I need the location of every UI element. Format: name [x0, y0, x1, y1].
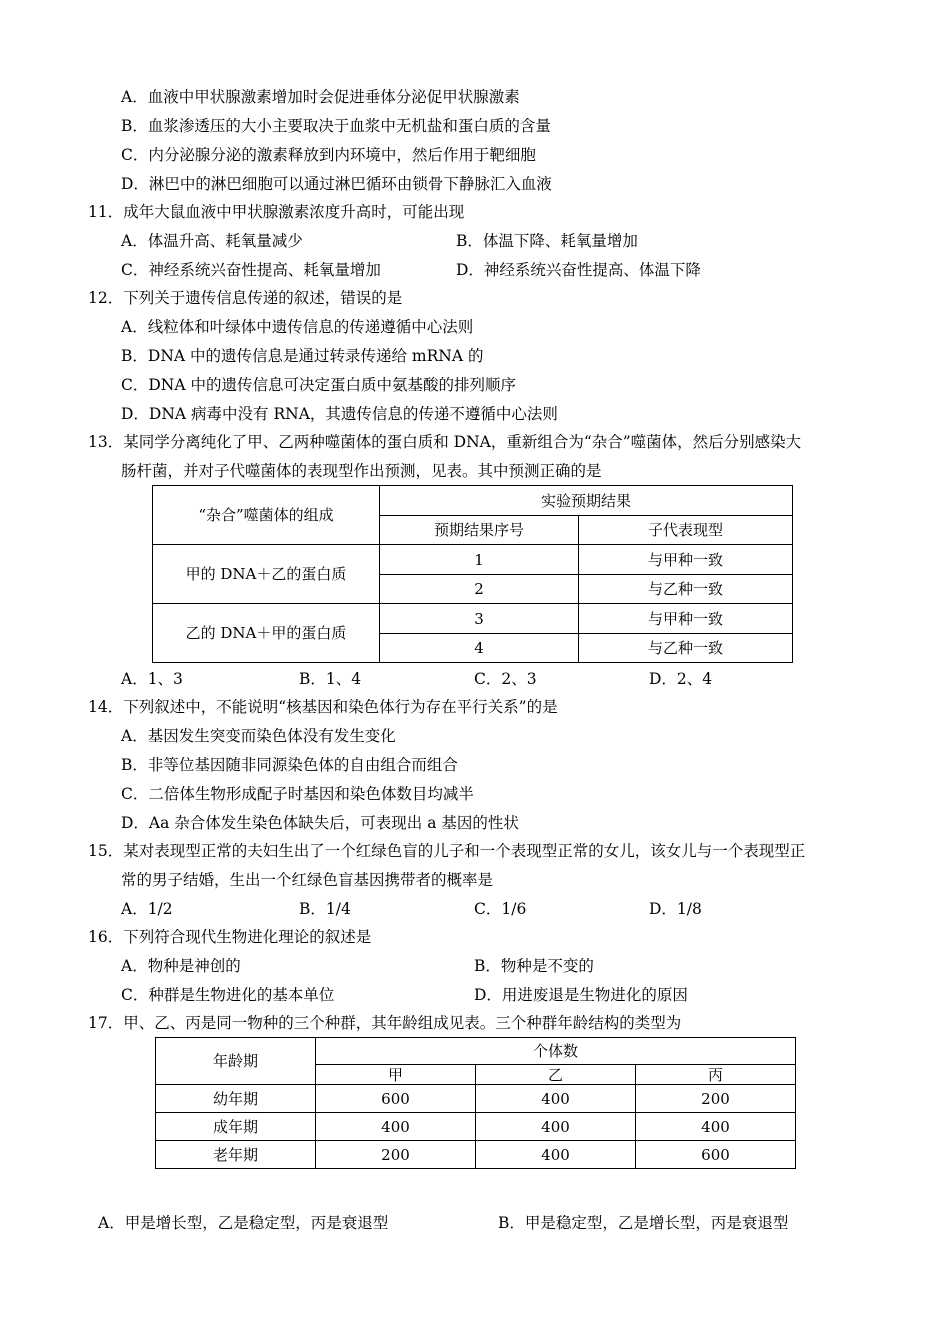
q13-seq-cell: 4: [380, 634, 579, 663]
q17-header-age: 年龄期: [156, 1038, 316, 1085]
q13-table: [152, 485, 793, 663]
q10-option-a: A．血液中甲状腺激素增加时会促进垂体分泌促甲状腺激素: [121, 88, 520, 106]
q13-pheno-cell: 与甲种一致: [579, 545, 793, 575]
q13-group2: 乙的 DNA＋甲的蛋白质: [153, 604, 380, 663]
q15-option-c: C．1/6: [474, 900, 527, 918]
q13-option-c: C．2、3: [474, 670, 537, 688]
q17-stem: 17．甲、乙、丙是同一物种的三个种群，其年龄组成见表。三个种群年龄结构的类型为: [88, 1014, 682, 1032]
q13-seq-cell: 1: [380, 545, 579, 575]
q15-option-a: A．1/2: [121, 900, 173, 918]
table-row: [156, 1141, 796, 1169]
q11-option-c: C．神经系统兴奋性提高、耗氧量增加: [121, 261, 381, 279]
q17-cell: 400: [636, 1113, 796, 1141]
q14-option-c: C．二倍体生物形成配子时基因和染色体数目均减半: [121, 785, 474, 803]
q17-row-label: 幼年期: [156, 1085, 316, 1113]
q13-pheno-cell: 与乙种一致: [579, 575, 793, 604]
q13-pheno-cell: 与甲种一致: [579, 604, 793, 634]
q12-option-b: B．DNA 中的遗传信息是通过转录传递给 mRNA 的: [121, 347, 484, 365]
q13-pheno-cell: 与乙种一致: [579, 634, 793, 663]
q14-stem: 14．下列叙述中，不能说明“核基因和染色体行为存在平行关系”的是: [88, 698, 558, 716]
q17-row-label: 老年期: [156, 1141, 316, 1169]
q17-cell: 600: [636, 1141, 796, 1169]
q16-option-c: C．种群是生物进化的基本单位: [121, 986, 335, 1004]
q17-header-count: 个体数: [316, 1038, 796, 1065]
q13-option-d: D．2、4: [649, 670, 713, 688]
q13-option-a: A．1、3: [121, 670, 183, 688]
q11-stem: 11．成年大鼠血液中甲状腺激素浓度升高时，可能出现: [88, 203, 465, 221]
q14-option-d: D．Aa 杂合体发生染色体缺失后，可表现出 a 基因的性状: [121, 814, 519, 832]
q13-header-pheno: 子代表现型: [579, 516, 793, 545]
q17-option-a: A．甲是增长型，乙是稳定型，丙是衰退型: [98, 1214, 389, 1232]
q17-cell: 400: [476, 1113, 636, 1141]
q13-header-results: 实验预期结果: [380, 486, 793, 516]
q13-stem-line2: 肠杆菌，并对子代噬菌体的表现型作出预测，见表。其中预测正确的是: [121, 462, 602, 480]
q12-option-c: C．DNA 中的遗传信息可决定蛋白质中氨基酸的排列顺序: [121, 376, 516, 394]
q17-cell: 400: [316, 1113, 476, 1141]
q15-stem-line1: 15．某对表现型正常的夫妇生出了一个红绿色盲的儿子和一个表现型正常的女儿，该女儿与一个表现型正: [88, 842, 806, 860]
q13-header-seq: 预期结果序号: [380, 516, 579, 545]
q17-cell: 400: [476, 1085, 636, 1113]
q12-option-d: D．DNA 病毒中没有 RNA，其遗传信息的传递不遵循中心法则: [121, 405, 558, 423]
table-row: [153, 545, 793, 575]
q10-option-b: B．血浆渗透压的大小主要取决于血浆中无机盐和蛋白质的含量: [121, 117, 551, 135]
q14-option-b: B．非等位基因随非同源染色体的自由组合而组合: [121, 756, 458, 774]
q16-option-b: B．物种是不变的: [474, 957, 594, 975]
q16-option-d: D．用进废退是生物进化的原因: [474, 986, 688, 1004]
q17-cell: 600: [316, 1085, 476, 1113]
q13-stem-line1: 13．某同学分离纯化了甲、乙两种噬菌体的蛋白质和 DNA，重新组合为“杂合”噬菌体，然后分别感染大: [88, 433, 802, 451]
q12-option-a: A．线粒体和叶绿体中遗传信息的传递遵循中心法则: [121, 318, 474, 336]
q17-table: [155, 1037, 796, 1169]
q17-cell: 200: [636, 1085, 796, 1113]
q17-option-b: B．甲是稳定型，乙是增长型，丙是衰退型: [498, 1214, 789, 1232]
table-row: [156, 1085, 796, 1113]
table-row: [156, 1113, 796, 1141]
q13-seq-cell: 3: [380, 604, 579, 634]
table-row: [153, 604, 793, 634]
q12-stem: 12．下列关于遗传信息传递的叙述，错误的是: [88, 289, 403, 307]
q13-header-composition: “杂合”噬菌体的组成: [153, 486, 380, 545]
q17-col-jia: 甲: [316, 1065, 476, 1085]
q11-option-d: D．神经系统兴奋性提高、体温下降: [456, 261, 701, 279]
q13-seq-cell: 2: [380, 575, 579, 604]
q11-option-a: A．体温升高、耗氧量减少: [121, 232, 303, 250]
q17-cell: 400: [476, 1141, 636, 1169]
q14-option-a: A．基因发生突变而染色体没有发生变化: [121, 727, 396, 745]
q15-option-d: D．1/8: [649, 900, 702, 918]
q17-col-yi: 乙: [476, 1065, 636, 1085]
q10-option-c: C．内分泌腺分泌的激素释放到内环境中，然后作用于靶细胞: [121, 146, 536, 164]
q15-option-b: B．1/4: [299, 900, 351, 918]
q16-stem: 16．下列符合现代生物进化理论的叙述是: [88, 928, 372, 946]
q17-cell: 200: [316, 1141, 476, 1169]
q16-option-a: A．物种是神创的: [121, 957, 241, 975]
q10-option-d: D．淋巴中的淋巴细胞可以通过淋巴循环由锁骨下静脉汇入血液: [121, 175, 552, 193]
q13-option-b: B．1、4: [299, 670, 362, 688]
q13-group1: 甲的 DNA＋乙的蛋白质: [153, 545, 380, 604]
q11-option-b: B．体温下降、耗氧量增加: [456, 232, 638, 250]
q17-row-label: 成年期: [156, 1113, 316, 1141]
q15-stem-line2: 常的男子结婚，生出一个红绿色盲基因携带者的概率是: [121, 871, 494, 889]
q17-col-bing: 丙: [636, 1065, 796, 1085]
